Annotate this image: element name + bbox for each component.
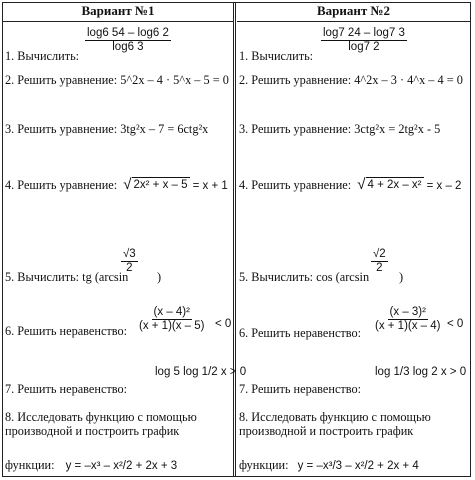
formula: y = –x³ – x²/2 + 2x + 3 [65,460,178,472]
task-label: функции: [5,458,55,472]
fraction-numerator: (x – 4)² [153,306,190,318]
inequality-rhs: < 0 [215,318,232,330]
radicand: 4 + 2x – x² [367,179,422,191]
fraction-numerator: √3 [123,248,136,260]
closing-paren: ) [157,270,162,284]
formula [85,27,171,54]
fraction-numerator: log7 24 – log7 3 [323,27,405,39]
radical-sign: √ [357,176,366,193]
fraction-denominator: (x + 1)(x – 4) [375,320,441,332]
task-2: 2. Решить уравнение: 4^2x – 3 · 4^x – 4 = 0 [239,73,463,87]
formula: log 1/3 log 2 x > 0 [375,366,467,378]
task-3: 3. Решить уравнение: 3ctg²x = 2tg²x - 5 [239,122,441,136]
formula [373,306,443,333]
task-2: 2. Решить уравнение: 5^2x – 4 · 5^x – 5 = 0 [5,73,229,87]
sqrt-expression [357,177,423,193]
equation-rhs: = x + 1 [192,180,228,192]
task-label: 7. Решить неравенство: [5,382,128,396]
task-8-function [239,458,419,473]
fraction-denominator: 2 [376,262,383,274]
radicand: 2x² + x – 5 [133,179,188,191]
column-divider [233,2,236,477]
task-label: 6. Решить неравенство: [5,324,128,338]
task-label: функции: [239,458,289,472]
task-4 [5,177,228,193]
variant-2-header: Вариант №2 [237,2,470,22]
formula [121,248,138,275]
task-8-function [5,458,177,473]
task-label: 5. Вычислить: tg (arcsin [5,270,129,284]
task-4 [239,177,461,193]
variant-1-header: Вариант №1 [3,2,233,22]
task-label: 1. Вычислить: [239,49,314,63]
fraction-denominator: log6 3 [112,41,144,53]
fraction-denominator: log7 2 [348,41,380,53]
closing-paren: ) [399,270,404,284]
formula [137,306,207,333]
fraction-numerator: (x – 3)² [389,306,426,318]
task-text: 8. Исследовать функцию с помощью производной и построить график [5,410,197,438]
fraction-numerator: log6 54 – log6 2 [87,27,169,39]
radical-sign: √ [123,176,132,193]
task-text: 8. Исследовать функцию с помощью производной и построить график [239,410,431,438]
task-label: 1. Вычислить: [5,49,80,63]
equation-rhs: = x – 2 [426,180,462,192]
task-label: 5. Вычислить: cos (arcsin [239,270,370,284]
task-label: 4. Решить уравнение: [5,178,118,192]
task-label: 7. Решить неравенство: [239,382,362,396]
fraction-denominator: (x + 1)(x – 5) [139,320,205,332]
task-3: 3. Решить уравнение: 3tg²x – 7 = 6ctg²x [5,122,209,136]
formula [371,248,388,275]
formula: log 5 log 1/2 x > 0 [155,366,247,378]
formula [321,27,407,54]
formula: y = –x³/3 – x²/2 + 2x + 4 [297,460,419,472]
task-8 [5,410,231,438]
fraction-denominator: 2 [126,262,133,274]
fraction-numerator: √2 [373,248,386,260]
task-8 [239,410,465,438]
inequality-rhs: < 0 [447,318,464,330]
task-label: 6. Решить неравенство: [239,326,362,340]
sqrt-expression [123,177,189,193]
task-label: 4. Решить уравнение: [239,178,352,192]
